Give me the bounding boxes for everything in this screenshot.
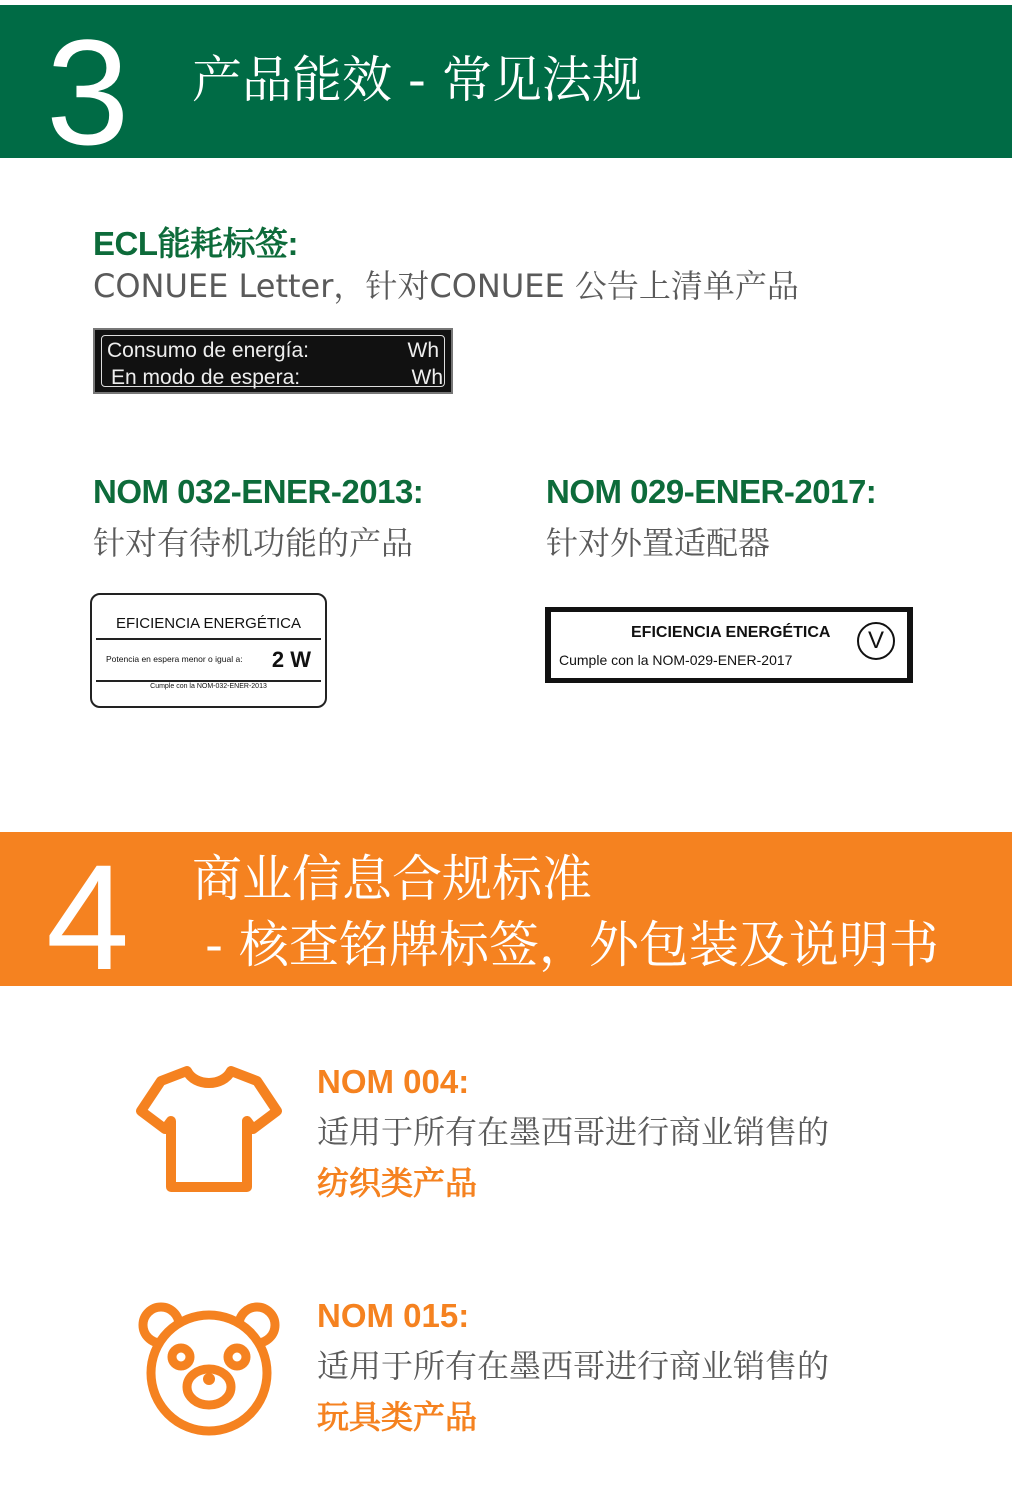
nom029-label-footer: Cumple con la NOM-029-ENER-2017 — [559, 652, 793, 668]
ecl-label-row-2 — [111, 366, 443, 389]
nom029-label — [545, 607, 913, 683]
ecl-energy-label — [93, 328, 453, 394]
nom032-description: 针对有待机功能的产品 — [93, 524, 414, 562]
nom032-label-value: 2 W — [271, 647, 311, 672]
nom004-heading: NOM 004: — [317, 1063, 470, 1100]
section-4-number: 4 — [46, 833, 130, 1001]
nom032-label-middle — [96, 638, 321, 682]
nom004-category: 纺织类产品 — [317, 1164, 478, 1202]
nom015-heading: NOM 015: — [317, 1297, 470, 1334]
nom032-label-header: EFICIENCIA ENERGÉTICA — [115, 615, 302, 632]
section-3-title: 产品能效 - 常见法规 — [192, 51, 642, 109]
section-3-banner — [0, 5, 1012, 176]
bear-icon — [135, 1295, 283, 1437]
nom029-description: 针对外置适配器 — [546, 524, 771, 562]
ecl-label-row-1-text: Consumo de energía: — [107, 339, 309, 362]
nom015-description: 适用于所有在墨西哥进行商业销售的 — [317, 1347, 830, 1385]
nom029-heading: NOM 029-ENER-2017: — [546, 473, 877, 510]
nom015-category: 玩具类产品 — [317, 1398, 478, 1436]
nom032-label — [90, 593, 327, 708]
tshirt-icon — [135, 1065, 283, 1195]
ecl-heading: ECL能耗标签: — [93, 225, 298, 262]
nom032-label-text: Potencia en espera menor o igual a: — [106, 654, 243, 664]
nom032-heading: NOM 032-ENER-2013: — [93, 473, 424, 510]
nom004-description: 适用于所有在墨西哥进行商业销售的 — [317, 1113, 830, 1151]
nom029-label-header: EFICIENCIA ENERGÉTICA — [631, 624, 831, 641]
nom032-label-footer: Cumple con la NOM-032-ENER-2013 — [150, 683, 267, 690]
ecl-label-row-1-unit: Wh — [407, 339, 439, 362]
section-3-number: 3 — [46, 8, 130, 176]
section-4-title-line-1: 商业信息合规标准 — [192, 850, 592, 908]
nom029-label-inner — [551, 612, 907, 678]
v-mark-icon: V — [857, 622, 895, 660]
section-4-banner — [0, 832, 1012, 1001]
ecl-label-row-2-text: En modo de espera: — [111, 366, 301, 389]
section-4-title-line-2: - 核查铭牌标签，外包装及说明书 — [205, 916, 939, 974]
ecl-label-row-2-unit: Wh — [411, 366, 443, 389]
ecl-label-row-1 — [107, 340, 439, 361]
ecl-description: CONUEE Letter，针对CONUEE 公告上清单产品 — [93, 267, 799, 305]
